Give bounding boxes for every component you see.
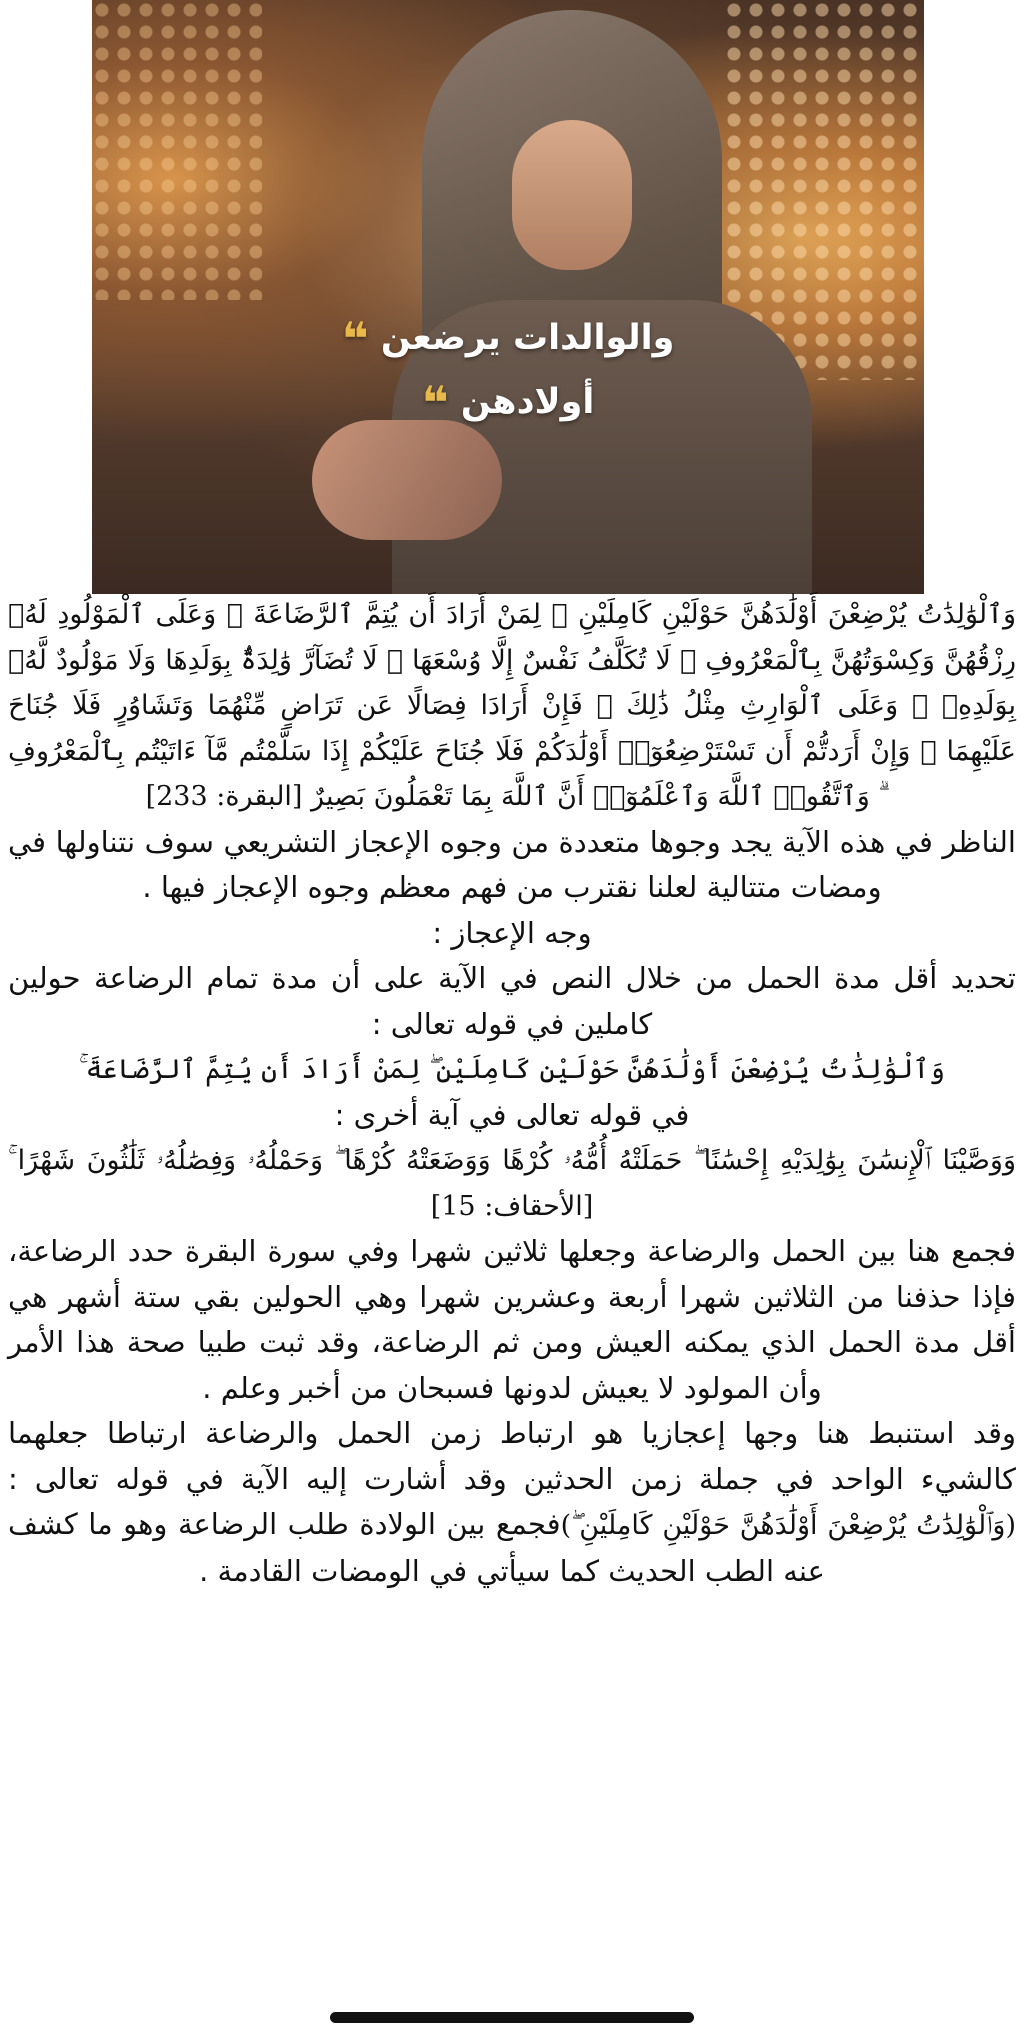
- intro-paragraph: الناظر في هذه الآية يجد وجوها متعددة من وجوه الإعجاز التشريعي سوف نتناولها في ومضات متتالية لعلنا نقترب من فهم معظم وجوه الإعجاز فيها .: [8, 824, 1016, 904]
- section-heading: وجه الإعجاز :: [432, 915, 592, 950]
- paragraph-3-verse: (وَٱلْوَٰلِدَٰتُ يُرْضِعْنَ أَوْلَٰدَهُنَّ حَوْلَيْنِ كَامِلَيْنِ ۖ): [560, 1510, 1016, 1541]
- another-verse-intro: في قوله تعالى في آية أخرى :: [334, 1097, 690, 1132]
- verse-block-ahqaf: [8, 1138, 1016, 1229]
- verse-ahqaf-reference: [الأحقاف: 15]: [430, 1190, 594, 1222]
- verse-ahqaf-text: وَوَصَّيْنَا ٱلْإِنسَٰنَ بِوَٰلِدَيْهِ إِحْسَٰنًا ۖ حَمَلَتْهُ أُمُّهُۥ كُرْهًا وَوَضَعَتْهُ كُرْهًا ۖ وَحَمْلُهُۥ وَفِصَٰلُهُۥ ثَلَٰثُونَ شَهْرًا ۚ: [8, 1145, 1016, 1176]
- hero-title-line1: [92, 312, 924, 366]
- quote-mark-icon: ❝: [341, 312, 369, 366]
- verse-233-text: وَٱلْوَٰلِدَٰتُ يُرْضِعْنَ أَوْلَٰدَهُنَّ حَوْلَيْنِ كَامِلَيْنِ ۖ لِمَنْ أَرَادَ أَن يُتِمَّ ٱلرَّضَاعَةَ ۚ وَعَلَى ٱلْمَوْلُودِ لَهُۥ رِزْقُهُنَّ وَكِسْوَتُهُنَّ بِٱلْمَعْرُوفِ ۚ لَا تُكَلَّفُ نَفْسٌ إِلَّا وُسْعَهَا ۚ لَا تُضَآرَّ وَٰلِدَةٌۢ بِوَلَدِهَا وَلَا مَوْلُودٌ لَّهُۥ بِوَلَدِهِۦ ۚ وَعَلَى ٱلْوَارِثِ مِثْلُ ذَٰلِكَ ۗ فَإِنْ أَرَادَا فِصَالًا عَن تَرَاضٍ مِّنْهُمَا وَتَشَاوُرٍ فَلَا جُنَاحَ عَلَيْهِمَا ۗ وَإِنْ أَرَدتُّمْ أَن تَسْتَرْضِعُوٓا۟ أَوْلَٰدَكُمْ فَلَا جُنَاحَ عَلَيْكُمْ إِذَا سَلَّمْتُم مَّآ ءَاتَيْتُم بِٱلْمَعْرُوفِ ۗ وَٱتَّقُوا۟ ٱللَّهَ وَٱعْلَمُوٓا۟ أَنَّ ٱللَّهَ بِمَا تَعْمَلُونَ بَصِيرٌ: [8, 599, 1016, 812]
- mother-face: [512, 120, 632, 270]
- paragraph-3-part-b: فجمع بين الولادة طلب الرضاعة وهو ما كشف عنه الطب الحديث كما سيأتي في الومضات القادمة .: [8, 1507, 825, 1588]
- verse-block-baqarah: [8, 592, 1016, 820]
- paragraph-3: [8, 1411, 1016, 1594]
- hero-image: [92, 0, 924, 594]
- window-lattice-left: [92, 0, 262, 300]
- article-body: [8, 592, 1016, 1594]
- point-paragraph: تحديد أقل مدة الحمل من خلال النص في الآية على أن مدة تمام الرضاعة حولين كاملين في قوله تعالى :: [8, 961, 1016, 1041]
- quote-mark-icon: ❝: [421, 376, 449, 430]
- paragraph-2: فجمع هنا بين الحمل والرضاعة وجعلها ثلاثين شهرا وفي سورة البقرة حدد الرضاعة، فإذا حذفنا من الثلاثين شهرا أربعة وعشرين شهرا وهي الحولين بقي ستة أشهر هي أقل مدة الحمل الذي يمكنه العيش ومن ثم الرضاعة، وقد ثبت طبيا صحة هذا الأمر وأن المولود لا يعيش لدونها فسبحان من أخبر وعلم .: [8, 1234, 1016, 1405]
- hero-title-line2: [92, 376, 924, 430]
- paragraph-3-part-a: وقد استنبط هنا وجها إعجازيا هو ارتباط زمن الحمل والرضاعة ارتباطا جعلهما كالشيء الواحد في جملة زمن الحدثين وقد أشارت إليه الآية في قوله تعالى :: [8, 1416, 1016, 1496]
- verse-233-reference: [البقرة: 233]: [145, 781, 312, 812]
- baby: [312, 420, 502, 540]
- hero-title-text-1: والوالدات يرضعن: [380, 318, 675, 358]
- hero-title-text-2: أولادهن: [460, 382, 595, 422]
- home-indicator[interactable]: [330, 2012, 694, 2023]
- verse-233-short: وَٱلْوَٰلِدَٰتُ يُرْضِعْنَ أَوْلَٰدَهُنَّ حَوْلَيْنِ كَامِلَيْنِ ۖ لِمَنْ أَرَادَ أَن يُتِمَّ ٱلرَّضَاعَةَ ۚ: [79, 1054, 945, 1085]
